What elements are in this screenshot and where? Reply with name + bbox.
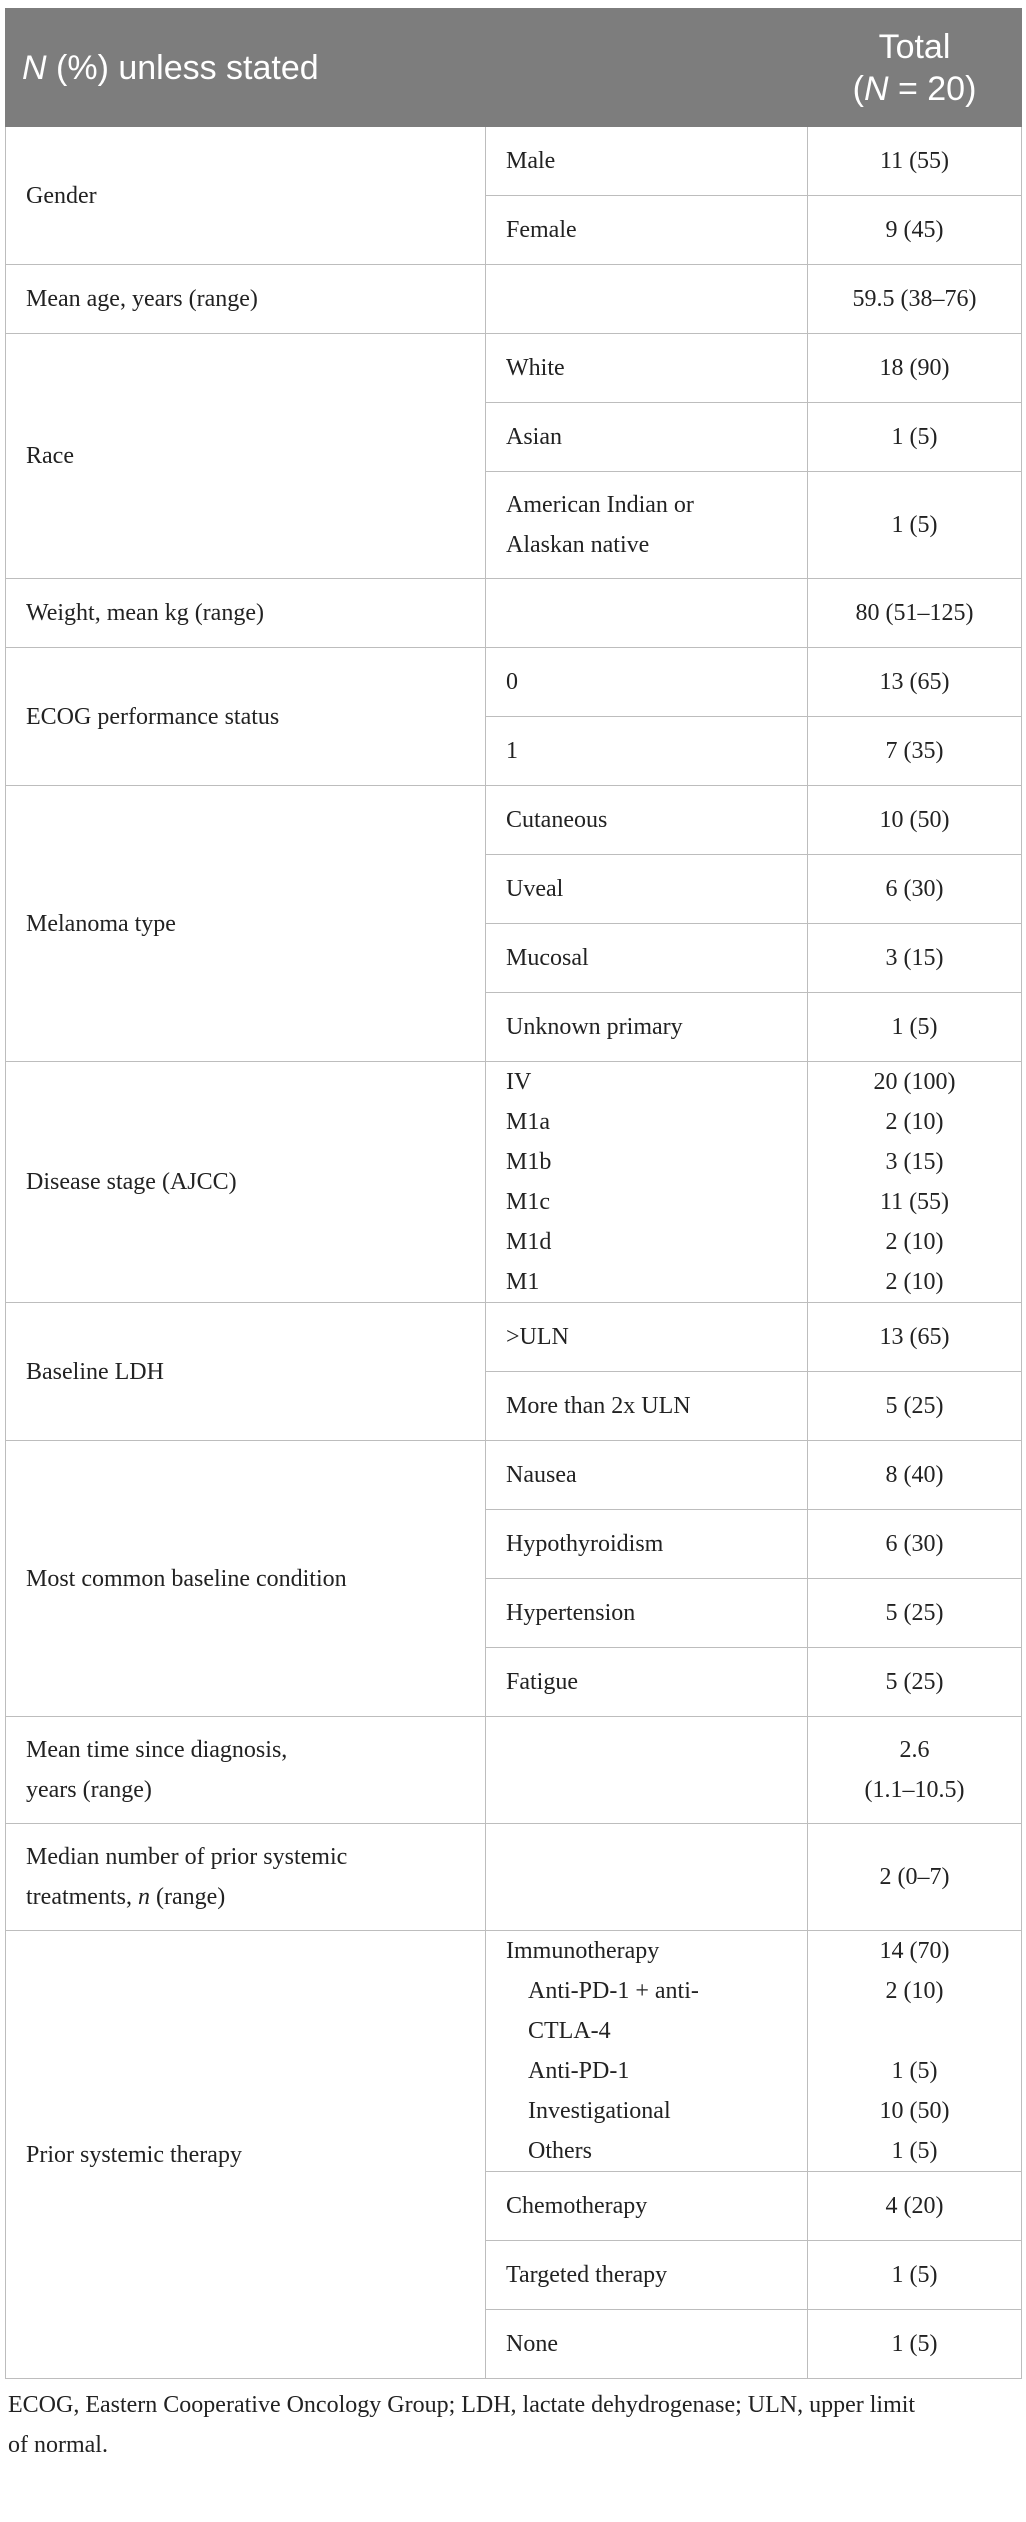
stage-value: 11 (55) xyxy=(879,1189,950,1215)
stage-item: IV xyxy=(506,1069,532,1095)
therapy-value: 1 (5) xyxy=(891,2058,938,2084)
row-label-time: Mean time since diagnosis, years (range) xyxy=(6,1717,486,1824)
demographics-table xyxy=(5,8,1022,2379)
row-label-condition: Most common baseline condition xyxy=(6,1441,486,1717)
header-total xyxy=(808,9,1022,127)
stage-value: 2 (10) xyxy=(885,1269,944,1295)
row-label-therapy: Prior systemic therapy xyxy=(6,1931,486,2379)
value-cell: 18 (90) xyxy=(808,334,1022,403)
table-row xyxy=(6,1931,1022,2172)
stage-value: 2 (10) xyxy=(885,1109,944,1135)
header-characteristic xyxy=(6,9,808,127)
stage-values xyxy=(808,1062,1022,1303)
therapy-value: 10 (50) xyxy=(879,2098,950,2124)
table-row xyxy=(6,265,1022,334)
table-row xyxy=(6,127,1022,196)
sub-label: Chemotherapy xyxy=(486,2172,808,2241)
row-label-age: Mean age, years (range) xyxy=(6,265,486,334)
table-row xyxy=(6,334,1022,403)
value-cell: 1 (5) xyxy=(808,2241,1022,2310)
table-row xyxy=(6,648,1022,717)
sub-label-american-indian: American Indian or Alaskan native xyxy=(486,472,808,579)
row-label-ecog: ECOG performance status xyxy=(6,648,486,786)
row-label-weight: Weight, mean kg (range) xyxy=(6,579,486,648)
value-cell: 4 (20) xyxy=(808,2172,1022,2241)
value-cell: 2 (0–7) xyxy=(808,1824,1022,1931)
therapy-subitem: Others xyxy=(528,2138,592,2164)
stage-value: 20 (100) xyxy=(873,1069,956,1095)
value-cell: 1 (5) xyxy=(808,472,1022,579)
value-cell: 9 (45) xyxy=(808,196,1022,265)
empty-cell xyxy=(486,265,808,334)
sub-label: >ULN xyxy=(486,1303,808,1372)
sub-label: More than 2x ULN xyxy=(486,1372,808,1441)
therapy-immuno-values xyxy=(808,1931,1022,2172)
empty-cell xyxy=(486,1824,808,1931)
value-cell: 10 (50) xyxy=(808,786,1022,855)
table-row xyxy=(6,1824,1022,1931)
sub-label: Hypothyroidism xyxy=(486,1510,808,1579)
header-total-line1: Total xyxy=(878,27,951,66)
therapy-item: Immunotherapy xyxy=(506,1938,660,1964)
value-cell: 7 (35) xyxy=(808,717,1022,786)
footnote-line: ECOG, Eastern Cooperative Oncology Group; LDH, lactate dehydrogenase; ULN, upper limit xyxy=(8,2392,916,2418)
value-cell: 8 (40) xyxy=(808,1441,1022,1510)
value-cell: 13 (65) xyxy=(808,648,1022,717)
sub-label: 1 xyxy=(486,717,808,786)
stage-item: M1b xyxy=(506,1149,552,1175)
stage-item: M1 xyxy=(506,1269,540,1295)
sub-label: Female xyxy=(486,196,808,265)
therapy-value: 2 (10) xyxy=(885,1978,944,2004)
header-n-italic: N xyxy=(22,48,47,87)
therapy-value: 14 (70) xyxy=(879,1938,950,1964)
sub-label: Cutaneous xyxy=(486,786,808,855)
table-row xyxy=(6,786,1022,855)
sub-label: Uveal xyxy=(486,855,808,924)
sub-label: Hypertension xyxy=(486,1579,808,1648)
value-cell: 11 (55) xyxy=(808,127,1022,196)
stage-value: 2 (10) xyxy=(885,1229,944,1255)
header-total-line2: (N = 20) xyxy=(852,69,977,108)
value-cell: 6 (30) xyxy=(808,855,1022,924)
sub-label: Male xyxy=(486,127,808,196)
row-label-ldh: Baseline LDH xyxy=(6,1303,486,1441)
value-cell: 5 (25) xyxy=(808,1372,1022,1441)
table-row xyxy=(6,1441,1022,1510)
row-label-melanoma: Melanoma type xyxy=(6,786,486,1062)
table-header-row xyxy=(6,9,1022,127)
therapy-value-spacer xyxy=(808,2011,1021,2051)
table-row xyxy=(6,1717,1022,1824)
value-cell: 59.5 (38–76) xyxy=(808,265,1022,334)
sub-label: 0 xyxy=(486,648,808,717)
therapy-subitem: CTLA-4 xyxy=(528,2018,611,2044)
therapy-immuno-items xyxy=(486,1931,808,2172)
row-label-race: Race xyxy=(6,334,486,579)
value-cell: 3 (15) xyxy=(808,924,1022,993)
empty-cell xyxy=(486,579,808,648)
value-cell: 1 (5) xyxy=(808,993,1022,1062)
sub-label: Targeted therapy xyxy=(486,2241,808,2310)
stage-item: M1a xyxy=(506,1109,550,1135)
value-cell: 5 (25) xyxy=(808,1579,1022,1648)
stage-value: 3 (15) xyxy=(885,1149,944,1175)
table-footnote xyxy=(0,2379,1026,2465)
sub-label: None xyxy=(486,2310,808,2379)
value-cell: 80 (51–125) xyxy=(808,579,1022,648)
value-cell-time: 2.6 (1.1–10.5) xyxy=(808,1717,1022,1824)
therapy-subitem: Anti-PD-1 xyxy=(528,2058,630,2084)
table-row xyxy=(6,579,1022,648)
sub-label: Mucosal xyxy=(486,924,808,993)
sub-label: Nausea xyxy=(486,1441,808,1510)
row-label-gender: Gender xyxy=(6,127,486,265)
stage-item: M1d xyxy=(506,1229,552,1255)
sub-label: White xyxy=(486,334,808,403)
stage-item: M1c xyxy=(506,1189,550,1215)
table-row xyxy=(6,1303,1022,1372)
sub-label: Fatigue xyxy=(486,1648,808,1717)
table-row xyxy=(6,1062,1022,1303)
footnote-line: of normal. xyxy=(8,2432,108,2458)
stage-items xyxy=(486,1062,808,1303)
therapy-subitem: Investigational xyxy=(528,2098,671,2124)
value-cell: 1 (5) xyxy=(808,2310,1022,2379)
value-cell: 13 (65) xyxy=(808,1303,1022,1372)
header-n-rest: (%) unless stated xyxy=(46,48,319,87)
therapy-value: 1 (5) xyxy=(891,2138,938,2164)
value-cell: 6 (30) xyxy=(808,1510,1022,1579)
value-cell: 1 (5) xyxy=(808,403,1022,472)
sub-label: Asian xyxy=(486,403,808,472)
therapy-subitem: Anti-PD-1 + anti- xyxy=(528,1978,699,2004)
row-label-stage: Disease stage (AJCC) xyxy=(6,1062,486,1303)
empty-cell xyxy=(486,1717,808,1824)
row-label-prior-n: Median number of prior systemic treatments, n (range) xyxy=(6,1824,486,1931)
sub-label: Unknown primary xyxy=(486,993,808,1062)
value-cell: 5 (25) xyxy=(808,1648,1022,1717)
